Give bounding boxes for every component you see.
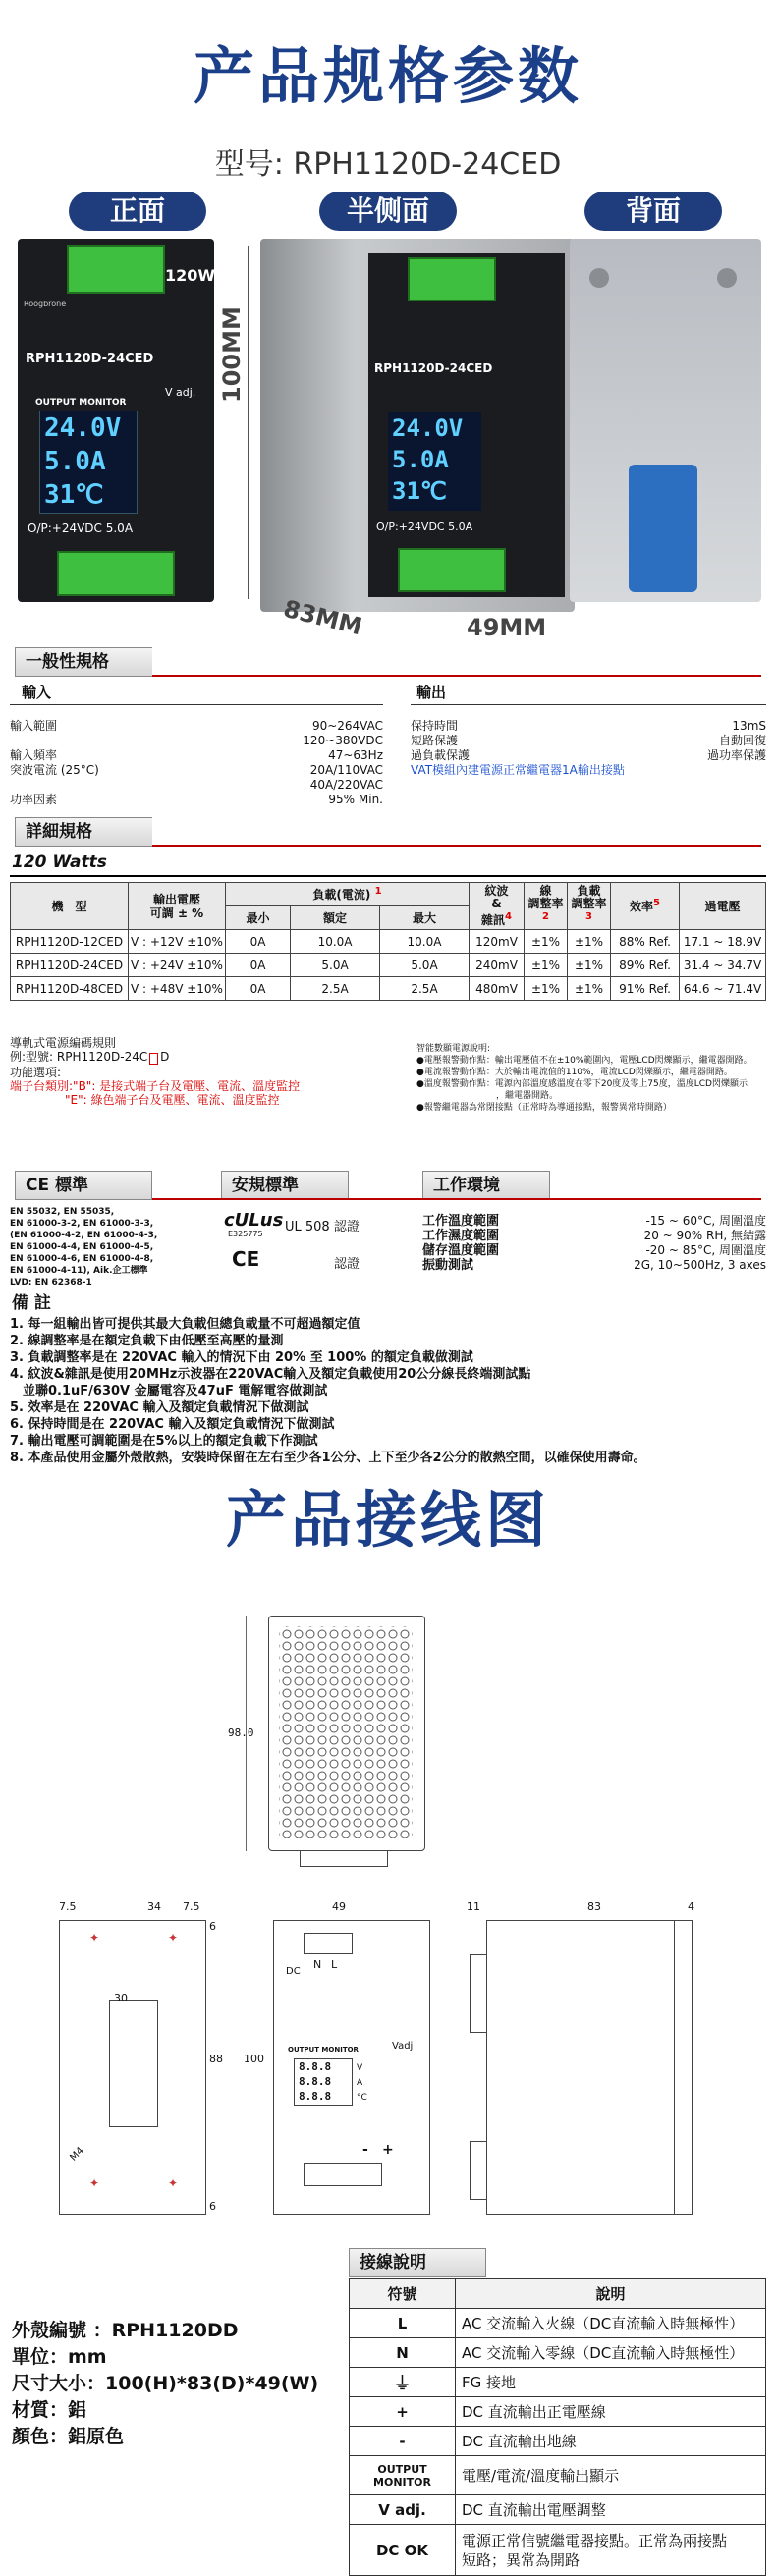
side-output-rating: O/P:+24VDC 5.0A [376, 521, 473, 533]
env-labels [422, 1214, 499, 1273]
footnote-mark: 2 [542, 911, 549, 922]
monitor-notes [416, 1043, 752, 1114]
pin-description: 電源正常信號繼電器接點。正常為兩接點 短路；異常為開路 [456, 2525, 766, 2576]
wiring-title: 产品接线图 [225, 1484, 550, 1556]
dim-6-a: 6 [209, 1920, 216, 1933]
side-photo [260, 239, 575, 612]
cell: RPH1120D-24CED [11, 954, 129, 977]
naming-line: 例:型號: RPH1120D-24C [10, 1050, 148, 1064]
env-value: 2G, 10~500Hz, 3 axes [634, 1258, 766, 1272]
pin-symbol: DC OK [350, 2525, 456, 2576]
wiring-desc-tab: 接線說明 [349, 2248, 486, 2277]
pin-description: DC 直流輸出電壓調整 [456, 2495, 766, 2525]
side-lcd-voltage: 24.0V [392, 414, 464, 442]
col-rated: 額定 [291, 906, 380, 930]
lcd-display [39, 411, 138, 514]
ul-logo: cULus [224, 1210, 284, 1231]
col-min: 最小 [225, 906, 290, 930]
monitor-label-drawing: OUTPUT MONITOR [288, 2046, 359, 2054]
case-info [12, 2318, 318, 2450]
col-load-reg-label: 負載 調整率 [571, 884, 607, 910]
screw-hole [717, 268, 737, 288]
cell: ±1% [568, 930, 611, 954]
cell: 91% Ref. [611, 977, 680, 1001]
detail-spec-tab: 詳細規格 [15, 817, 152, 847]
env-values [570, 1214, 766, 1273]
divider [10, 875, 766, 877]
cell: 2.5A [380, 977, 470, 1001]
naming-line: "E": 綠色端子台及電壓、電流、溫度監控 [65, 1093, 280, 1107]
spec-label: 過負載保護 [411, 748, 471, 762]
footnote-mark: 4 [505, 911, 512, 922]
section-rule [152, 845, 761, 847]
ce-line: EN 61000-4-6, EN 61000-4-8, [10, 1254, 154, 1264]
output-heading: 輸出 [416, 684, 447, 701]
cell: 5.0A [380, 954, 470, 977]
side-terminal-outline [470, 2141, 487, 2200]
note-item: 3. 負載調整率是在 220VAC 輸入的情況下由 20% 至 100% 的額定負載做測試 [10, 1350, 473, 1365]
front-photo [18, 239, 214, 602]
env-tab: 工作環境 [422, 1171, 550, 1200]
model-number: 型号: RPH1120D-24CED [214, 147, 562, 182]
cell: 88% Ref. [611, 930, 680, 954]
env-value: -15 ~ 60°C, 周圍溫度 [645, 1214, 766, 1228]
cell: ±1% [568, 977, 611, 1001]
section-rule [152, 1198, 761, 1200]
input-values [255, 719, 383, 807]
side-input-terminal [408, 257, 496, 301]
ce-line: EN 61000-4-4, EN 61000-4-5, [10, 1242, 154, 1252]
pin-symbol: V adj. [350, 2495, 456, 2525]
dim-49: 49 [332, 1900, 346, 1913]
dim-11: 11 [467, 1900, 480, 1913]
footnote-mark: 5 [653, 898, 660, 908]
watts-label: 120 Watts [12, 852, 107, 872]
height-dim-line [248, 246, 249, 599]
note-item: 5. 效率是在 220VAC 輸入及額定負載情況下做測試 [10, 1400, 309, 1415]
table-row [11, 930, 766, 954]
case-size: 尺寸大小：100(H)*83(D)*49(W) [12, 2373, 319, 2394]
ce-line: LVD: EN 62368-1 [10, 1278, 92, 1288]
spec-value: 13mS [732, 719, 766, 733]
env-label: 工作溫度範圍 [422, 1214, 500, 1229]
width-dim: 49MM [467, 614, 547, 641]
table-row [350, 2427, 766, 2456]
cell: 0A [225, 954, 290, 977]
dim-4: 4 [688, 1900, 694, 1913]
option-box [149, 1053, 158, 1065]
height-dim: 100MM [218, 306, 246, 403]
vadj-label: V adj. [165, 386, 196, 399]
ce-line: (EN 61000-4-2, EN 61000-4-3, [10, 1231, 158, 1240]
view-label-front: 正面 [69, 192, 206, 231]
ul-cert: UL 508 認證 [285, 1220, 360, 1234]
spec-value: 20A/110VAC [309, 763, 383, 777]
footnote-mark: 1 [374, 886, 382, 897]
cell: ±1% [525, 977, 568, 1001]
ground-icon: ⏚ [350, 2368, 456, 2397]
spec-value: 自動回復 [718, 734, 766, 747]
cell: 64.6 ~ 71.4V [680, 977, 766, 1001]
table-row [350, 2397, 766, 2427]
col-load-label: 負載(電流) [312, 888, 371, 902]
mount-hole-icon: ✦ [89, 1931, 100, 1945]
dim-6-b: 6 [209, 2200, 216, 2213]
lcd-outline [294, 2058, 353, 2106]
monitor-label: OUTPUT MONITOR [35, 398, 127, 408]
pin-symbol: L [350, 2309, 456, 2338]
cell: V : +12V ±10% [129, 930, 226, 954]
table-row [350, 2338, 766, 2368]
spec-table [10, 882, 766, 1001]
mount-hole-icon: ✦ [89, 2176, 100, 2190]
pin-description: DC 直流輸出正電壓線 [456, 2397, 766, 2427]
monitor-note: ●報警繼電器為常閉接點（正常時為導通接點，報警異常時開路） [416, 1103, 672, 1113]
dim-7-5-a: 7.5 [59, 1900, 77, 1913]
divider [674, 1921, 675, 2214]
note-item: 7. 輸出電壓可調範圍是在5%以上的額定負載下作測試 [10, 1434, 318, 1449]
cell: 31.4 ~ 34.7V [680, 954, 766, 977]
notes-list [10, 1316, 646, 1466]
ul-code: E325775 [228, 1230, 263, 1238]
cell: 2.5A [291, 977, 380, 1001]
notes-title: 備 註 [12, 1293, 51, 1313]
monitor-note: ，繼電器開路。 [416, 1091, 559, 1101]
rear-view-drawing [59, 1920, 206, 2215]
monitor-note: 智能數顯電源說明: [416, 1044, 491, 1054]
output-rating: O/P:+24VDC 5.0A [28, 521, 134, 535]
cell: 5.0A [291, 954, 380, 977]
spec-label: 輸入頻率 [10, 748, 58, 762]
note-item: 1. 每一組輸出皆可提供其最大負載但總負載量不可超過額定值 [10, 1317, 360, 1332]
spec-label [10, 734, 99, 748]
output-terminal-outline [304, 2163, 382, 2186]
lcd-segment: 8.8.8 [299, 2090, 332, 2103]
pin-symbol: - [350, 2427, 456, 2456]
spec-value: 40A/220VAC [309, 778, 383, 792]
note-item: 並聯0.1uF/630V 金屬電容及47uF 電解電容做測試 [10, 1384, 328, 1398]
env-value: 20 ~ 90% RH, 無結露 [643, 1229, 766, 1242]
page-title: 产品规格参数 [193, 40, 582, 112]
cell: ±1% [525, 930, 568, 954]
ce-tab: CE 標準 [15, 1171, 152, 1200]
pin-description: DC 直流輸出地線 [456, 2427, 766, 2456]
screw-hole [589, 268, 609, 288]
dc-label: DC [286, 1966, 301, 1977]
cell: 10.0A [291, 930, 380, 954]
output-values [638, 719, 766, 763]
lcd-segment: 8.8.8 [299, 2075, 332, 2088]
dim-34: 34 [147, 1900, 161, 1913]
pin-description: AC 交流輸入火線（DC直流輸入時無極性） [456, 2309, 766, 2338]
table-row [11, 977, 766, 1001]
side-output-terminal [398, 548, 506, 592]
unit-a: A [357, 2078, 363, 2088]
col-efficiency [611, 883, 680, 930]
top-terminal-tab [300, 1851, 388, 1867]
naming-line: 功能選項: [10, 1066, 62, 1079]
cell: V : +48V ±10% [129, 977, 226, 1001]
col-line-reg [525, 883, 568, 930]
env-label: 工作濕度範圍 [422, 1229, 500, 1243]
spec-label: 功率因素 [10, 793, 58, 806]
dim-83: 83 [587, 1900, 601, 1913]
depth-dim: 83MM [280, 594, 365, 641]
side-lcd-current: 5.0A [392, 446, 449, 473]
minus-label: - [362, 2142, 368, 2158]
vadj-label-drawing: Vadj [392, 2041, 414, 2052]
pin-table [349, 2278, 766, 2576]
naming-example [10, 1050, 300, 1066]
vent-pattern [269, 1617, 422, 1848]
front-view-drawing [273, 1920, 430, 2215]
case-model: 外殼編號 ：RPH1120DD [12, 2320, 239, 2341]
cell: 17.1 ~ 18.9V [680, 930, 766, 954]
spec-value: 120~380VDC [303, 734, 383, 747]
col-symbol: 符號 [350, 2279, 456, 2309]
cell: ±1% [568, 954, 611, 977]
side-model-label: RPH1120D-24CED [374, 361, 493, 375]
pin-description: FG 接地 [456, 2368, 766, 2397]
cell: 0A [225, 977, 290, 1001]
col-ripple [470, 883, 525, 930]
side-front-face [368, 253, 565, 597]
spec-value: 95% Min. [328, 793, 383, 806]
side-terminal-outline [470, 1954, 487, 2033]
case-material: 材質：鋁 [12, 2399, 87, 2421]
din-clip-outline [109, 2000, 158, 2127]
env-value: -20 ~ 85°C, 周圍溫度 [645, 1243, 766, 1257]
note-item: 8. 本產品使用金屬外殼散熱，安裝時保留在左右至少各1公分、上下至少各2公分的散熱空間，以確保使用壽命。 [10, 1451, 646, 1465]
spec-label: 突波電流 (25°C) [10, 763, 99, 777]
spec-label: 短路保護 [411, 734, 459, 747]
dim-m4: M4 [68, 2145, 86, 2164]
spec-value: 過功率保護 [706, 748, 766, 762]
dim-100: 100 [244, 2053, 264, 2065]
unit-v: V [357, 2063, 363, 2073]
mount-hole-icon: ✦ [168, 2176, 179, 2190]
cell: 89% Ref. [611, 954, 680, 977]
lcd-units [357, 2061, 367, 2106]
pin-symbol: + [350, 2397, 456, 2427]
ce-standards [10, 1206, 157, 1288]
pin-description: AC 交流輸入零線（DC直流輸入時無極性） [456, 2338, 766, 2368]
output-terminal-block [57, 551, 175, 596]
mount-hole-icon: ✦ [168, 1931, 179, 1945]
dim-88: 88 [209, 2053, 223, 2065]
lcd-current: 5.0A [44, 447, 106, 476]
power-rating: 120W [165, 266, 216, 285]
lcd-segment: 8.8.8 [299, 2060, 332, 2073]
col-ripple-label: 紋波 & 雜訊 [481, 884, 509, 927]
dim-98: 98.0 [228, 1726, 254, 1739]
spec-value: 90~264VAC [311, 719, 383, 733]
spec-label: 輸入範圍 [10, 719, 58, 733]
table-row [11, 954, 766, 977]
safety-tab: 安規標準 [221, 1171, 349, 1200]
footnote-mark: 3 [585, 911, 592, 922]
env-label: 振動測試 [422, 1258, 474, 1273]
cell: 0A [225, 930, 290, 954]
col-load [225, 883, 469, 906]
input-terminal-block [67, 245, 165, 294]
table-row [350, 2309, 766, 2338]
naming-line: 導軌式電源編碼規則 [10, 1036, 117, 1050]
monitor-note: ●電壓報警動作點：輸出電壓值不在±10%範圍內，電壓LCD閃爍顯示，繼電器開路。 [416, 1056, 752, 1066]
col-load-reg [568, 883, 611, 930]
relay-note: VAT模組內建電源正常繼電器1A輸出接點 [411, 763, 625, 777]
note-item: 2. 線調整率是在額定負載下由低壓至高壓的量測 [10, 1334, 284, 1348]
cell: 240mV [470, 954, 525, 977]
terminal-label-n: N [313, 1958, 322, 1971]
monitor-note: ●電流報警動作點：大於輸出電流值的110%，電流LCD閃爍顯示，繼電器開路。 [416, 1068, 733, 1077]
cell: ±1% [525, 954, 568, 977]
pin-symbol: OUTPUT MONITOR [350, 2456, 456, 2495]
ce-line: EN 61000-3-2, EN 61000-3-3, [10, 1219, 154, 1229]
input-heading: 輸入 [22, 684, 52, 701]
general-spec-tab: 一般性規格 [15, 647, 152, 677]
cell: RPH1120D-12CED [11, 930, 129, 954]
ce-line: EN 55032, EN 55035, [10, 1207, 115, 1217]
spec-value: 47~63Hz [328, 748, 383, 762]
env-label: 儲存溫度範圍 [422, 1243, 500, 1258]
case-unit: 單位：mm [12, 2346, 107, 2368]
back-photo [570, 239, 761, 602]
spec-label [10, 778, 99, 793]
table-row [350, 2456, 766, 2495]
pin-header-row [350, 2279, 766, 2309]
dim-7-5-b: 7.5 [183, 1900, 200, 1913]
din-rail-clip [629, 465, 697, 592]
top-view-drawing [268, 1616, 425, 1851]
unit-c: °C [357, 2093, 367, 2103]
side-lcd [388, 412, 481, 511]
divider [411, 704, 766, 705]
note-item: 6. 保持時間是在 220VAC 輸入及額定負載情況下做測試 [10, 1417, 335, 1432]
col-description: 說明 [456, 2279, 766, 2309]
naming-rules [10, 1036, 300, 1107]
view-label-back: 背面 [584, 192, 722, 231]
cell: 480mV [470, 977, 525, 1001]
device-model-label: RPH1120D-24CED [26, 352, 154, 366]
note-item: 4. 紋波&雜訊是使用20MHz示波器在220VAC輸入及額定負載使用20公分線長終端測試點 [10, 1367, 531, 1382]
lcd-voltage: 24.0V [44, 413, 122, 443]
spec-label: 保持時間 [411, 719, 459, 733]
col-eff-label: 效率 [630, 900, 654, 913]
input-terminal-outline [304, 1933, 353, 1954]
pin-symbol: N [350, 2338, 456, 2368]
cell: 10.0A [380, 930, 470, 954]
lcd-temp: 31℃ [44, 480, 104, 510]
naming-line: D [160, 1050, 170, 1064]
col-ovp: 過電壓 [680, 883, 766, 930]
dim-30: 30 [114, 1992, 128, 2004]
col-model: 機 型 [11, 883, 129, 930]
col-line-reg-label: 線 調整率 [527, 884, 564, 910]
side-view-drawing [486, 1920, 693, 2215]
table-header-row [11, 883, 766, 906]
pin-description: 電壓/電流/溫度輸出顯示 [456, 2456, 766, 2495]
view-label-side: 半侧面 [319, 192, 457, 231]
cell: V : +24V ±10% [129, 954, 226, 977]
ce-cert: 認證 [334, 1257, 360, 1272]
table-row [350, 2368, 766, 2397]
case-color: 顏色：鋁原色 [12, 2426, 125, 2447]
divider [10, 704, 383, 705]
table-row [350, 2495, 766, 2525]
cell: 120mV [470, 930, 525, 954]
input-labels [10, 719, 99, 807]
col-voltage: 輸出電壓 可調 ± % [129, 883, 226, 930]
cell: RPH1120D-48CED [11, 977, 129, 1001]
ce-line: EN 61000-4-11), Aik.企工標準 [10, 1266, 148, 1276]
ce-logo: CE [232, 1247, 260, 1271]
section-rule [152, 675, 761, 677]
side-lcd-temp: 31℃ [392, 477, 447, 505]
col-max: 最大 [380, 906, 470, 930]
output-labels [411, 719, 625, 778]
monitor-note: ●溫度報警動作點：電源內部溫度感溫度在零下20度及零上75度，溫度LCD閃爍顯示 [416, 1079, 748, 1089]
brand-name: Roogbrone [24, 300, 67, 308]
plus-label: + [382, 2142, 394, 2158]
naming-line: 端子台類別:"B": 是接式端子台及電壓、電流、溫度監控 [10, 1079, 301, 1093]
terminal-label-l: L [331, 1958, 338, 1971]
table-row [350, 2525, 766, 2576]
